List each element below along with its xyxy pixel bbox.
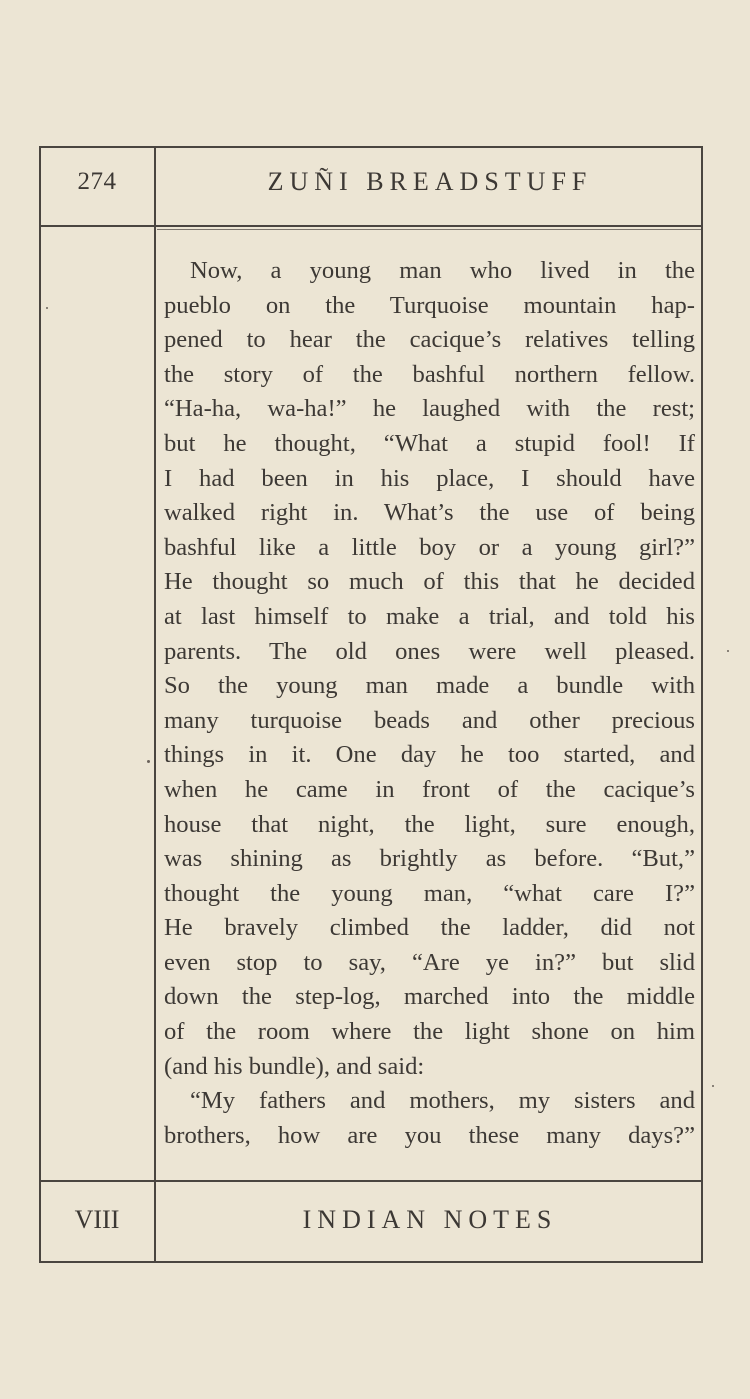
text-line: “My fathers and mothers, my sisters and xyxy=(190,1087,695,1115)
text-line: brothers, how are you these many days?” xyxy=(164,1121,695,1149)
bottom-rule xyxy=(39,1261,703,1263)
footer-rule xyxy=(39,1180,703,1182)
right-rule xyxy=(701,146,703,1263)
text-line: parents. The old ones were well pleased. xyxy=(164,637,695,665)
text-line: things in it. One day he too started, and xyxy=(164,741,695,769)
paper-speck xyxy=(727,650,729,652)
text-line: pueblo on the Turquoise mountain hap- xyxy=(164,291,695,319)
text-line: the story of the bashful northern fellow. xyxy=(164,360,695,388)
left-rule xyxy=(39,146,41,1263)
body-text xyxy=(164,254,695,1153)
text-line: He thought so much of this that he decided xyxy=(164,568,695,596)
text-line: when he came in front of the cacique’s xyxy=(164,775,695,803)
paper-speck xyxy=(147,760,150,763)
center-rule xyxy=(154,146,156,1263)
text-line: house that night, the light, sure enough, xyxy=(164,810,695,838)
paper-speck xyxy=(46,307,48,309)
text-line: I had been in his place, I should have xyxy=(164,464,695,492)
footer-series-title: INDIAN NOTES xyxy=(302,1205,558,1234)
text-line: but he thought, “What a stupid fool! If xyxy=(164,429,695,457)
text-line: bashful like a little boy or a young girl?” xyxy=(164,533,695,561)
text-line: many turquoise beads and other precious xyxy=(164,706,695,734)
header-rule-inner xyxy=(157,229,703,230)
text-line: down the step-log, marched into the middle xyxy=(164,983,695,1011)
text-line: So the young man made a bundle with xyxy=(164,672,695,700)
text-line: thought the young man, “what care I?” xyxy=(164,879,695,907)
page-number: 274 xyxy=(77,168,117,195)
text-line: pened to hear the cacique’s relatives telling xyxy=(164,326,695,354)
text-line: (and his bundle), and said: xyxy=(164,1052,425,1080)
text-line: at last himself to make a trial, and told his xyxy=(164,602,695,630)
text-line: walked right in. What’s the use of being xyxy=(164,499,695,527)
text-line: Now, a young man who lived in the xyxy=(190,257,695,284)
text-line: even stop to say, “Are ye in?” but slid xyxy=(164,948,695,976)
top-rule xyxy=(39,146,703,148)
text-line: He bravely climbed the ladder, did not xyxy=(164,914,695,942)
text-line: “Ha-ha, wa-ha!” he laughed with the rest; xyxy=(164,395,695,423)
running-title: ZUÑI BREADSTUFF xyxy=(267,167,593,196)
paper-speck xyxy=(712,1085,714,1087)
text-line: was shining as brightly as before. “But,” xyxy=(164,845,695,873)
footer-volume: VIII xyxy=(74,1205,120,1234)
header-rule xyxy=(39,225,703,227)
text-line: of the room where the light shone on him xyxy=(164,1018,695,1046)
